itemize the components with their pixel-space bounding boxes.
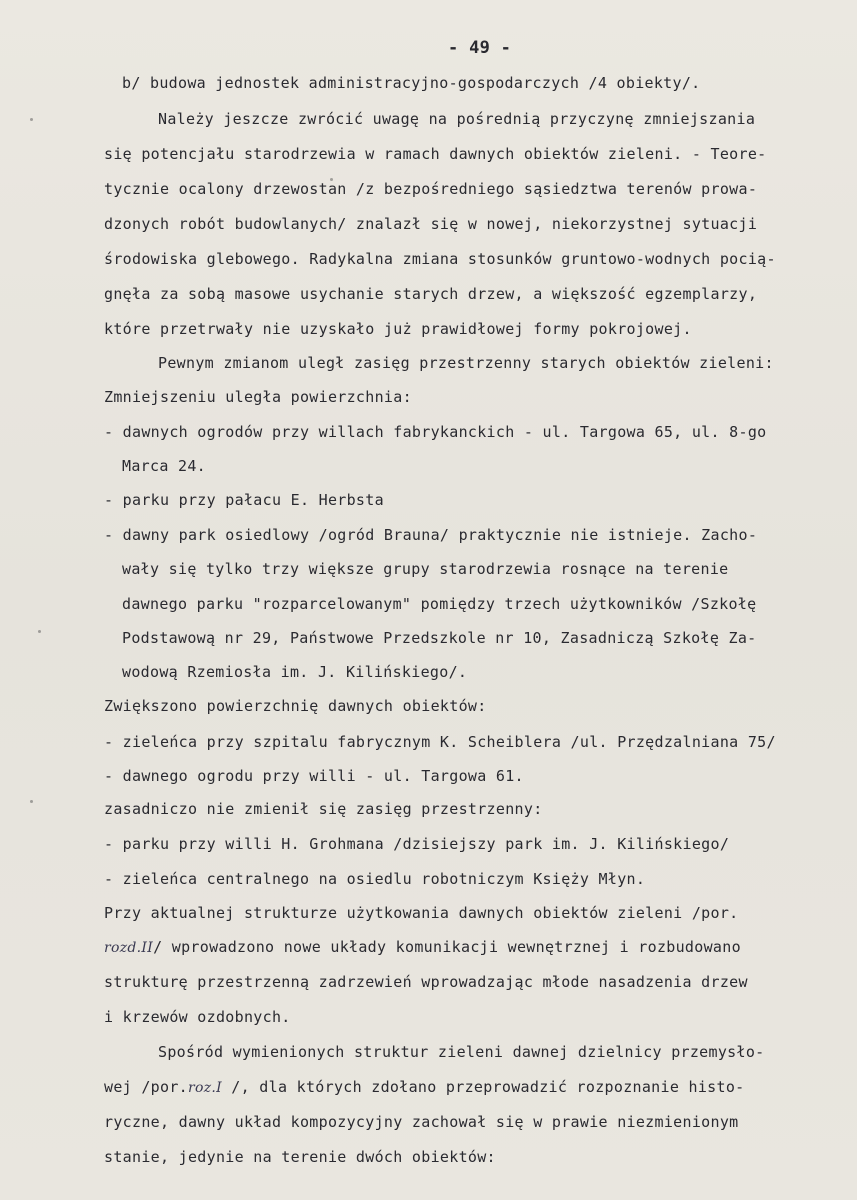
text-line: - parku przy pałacu E. Herbsta	[104, 491, 384, 509]
text-line: Marca 24.	[122, 457, 206, 475]
text-line: dzonych robót budowlanych/ znalazł się w nowej, niekorzystnej sytuacji	[104, 215, 758, 233]
text-line: dawnego parku "rozparcelowanym" pomiędzy trzech użytkowników /Szkołę	[122, 595, 757, 613]
text-line: stanie, jedynie na terenie dwóch obiektów:	[104, 1148, 496, 1166]
page-number: - 49 -	[448, 38, 512, 58]
text-segment: /, dla których zdołano przeprowadzić rozpoznanie histo-	[221, 1078, 745, 1096]
text-line: - dawnego ogrodu przy willi - ul. Targowa 61.	[104, 767, 524, 785]
text-line: Zmniejszeniu uległa powierzchnia:	[104, 388, 412, 406]
text-line	[104, 938, 741, 956]
text-line: które przetrwały nie uzyskało już prawidłowej formy pokrojowej.	[104, 320, 692, 338]
text-line: - zieleńca przy szpitalu fabrycznym K. Scheiblera /ul. Przędzalniana 75/	[104, 733, 776, 751]
text-line: Należy jeszcze zwrócić uwagę na pośrednią przyczynę zmniejszania	[158, 110, 756, 128]
text-line: gnęła za sobą masowe usychanie starych drzew, a większość egzemplarzy,	[104, 285, 758, 303]
text-line: strukturę przestrzenną zadrzewień wprowadzając młode nasadzenia drzew	[104, 973, 748, 991]
text-line: ryczne, dawny układ kompozycyjny zachował się w prawie niezmienionym	[104, 1113, 739, 1131]
text-line: tycznie ocalony drzewostan /z bezpośredniego sąsiedztwa terenów prowa-	[104, 180, 758, 198]
text-line	[104, 1078, 745, 1096]
text-line: Spośród wymienionych struktur zieleni dawnej dzielnicy przemysło-	[158, 1043, 765, 1061]
text-line: i krzewów ozdobnych.	[104, 1008, 291, 1026]
text-line: zasadniczo nie zmienił się zasięg przestrzenny:	[104, 800, 543, 818]
text-line: - dawnych ogrodów przy willach fabrykanckich - ul. Targowa 65, ul. 8-go	[104, 423, 767, 441]
handwritten-annotation: roz.I	[187, 1080, 222, 1096]
text-line: się potencjału starodrzewia w ramach dawnych obiektów zieleni. - Teore-	[104, 145, 767, 163]
text-line: Pewnym zmianom uległ zasięg przestrzenny starych obiektów zieleni:	[158, 354, 774, 372]
text-line: środowiska glebowego. Radykalna zmiana stosunków gruntowo-wodnych pocią-	[104, 250, 776, 268]
text-line: wały się tylko trzy większe grupy starodrzewia rosnące na terenie	[122, 560, 729, 578]
text-line: - parku przy willi H. Grohmana /dzisiejszy park im. J. Kilińskiego/	[104, 835, 730, 853]
handwritten-annotation: rozd.II	[104, 940, 154, 956]
text-segment: wej /por.	[104, 1078, 188, 1096]
text-line: Przy aktualnej strukturze użytkowania dawnych obiektów zieleni /por.	[104, 904, 739, 922]
text-line: Zwiększono powierzchnię dawnych obiektów:	[104, 697, 487, 715]
text-line: b/ budowa jednostek administracyjno-gospodarczych /4 obiekty/.	[122, 74, 701, 92]
text-line: Podstawową nr 29, Państwowe Przedszkole nr 10, Zasadniczą Szkołę Za-	[122, 629, 757, 647]
text-line: wodową Rzemiosła im. J. Kilińskiego/.	[122, 663, 468, 681]
text-segment: / wprowadzono nowe układy komunikacji wewnętrznej i rozbudowano	[153, 938, 741, 956]
text-line: - dawny park osiedlowy /ogród Brauna/ praktycznie nie istnieje. Zacho-	[104, 526, 758, 544]
text-line: - zieleńca centralnego na osiedlu robotniczym Księży Młyn.	[104, 870, 646, 888]
